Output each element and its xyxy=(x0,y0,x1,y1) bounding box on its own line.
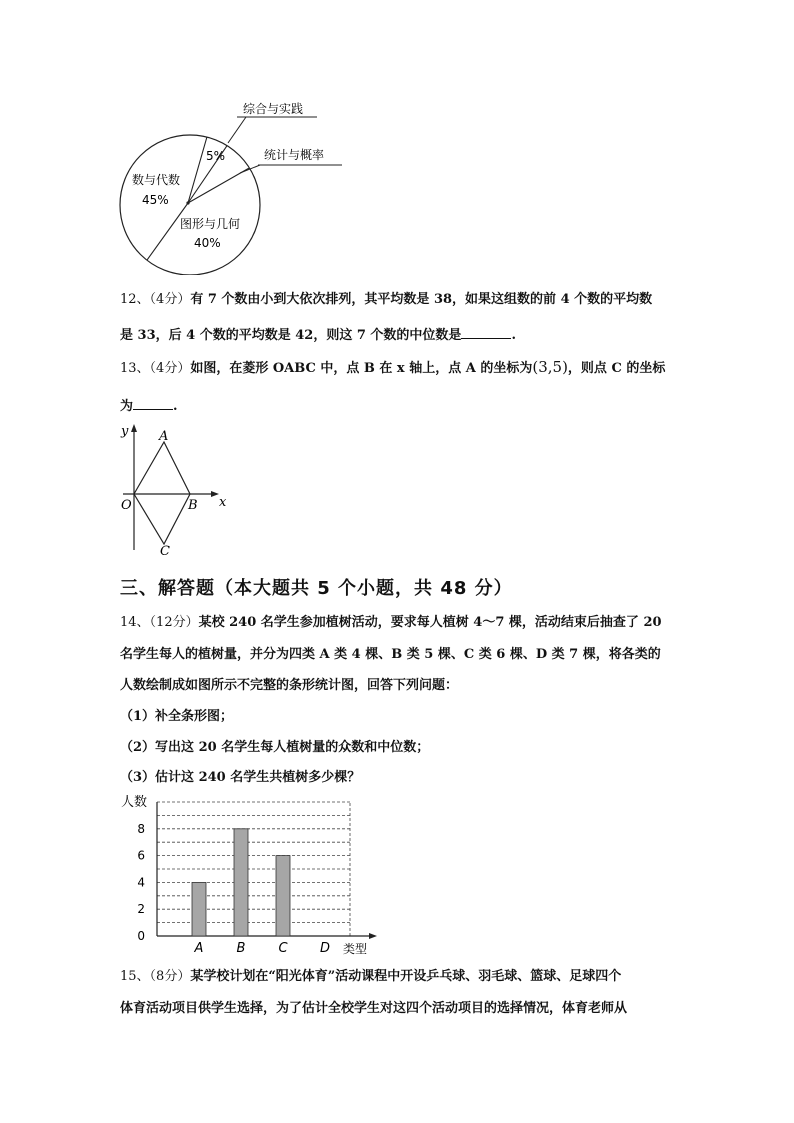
pie-outline xyxy=(120,135,260,275)
q12-line1 xyxy=(120,293,652,306)
q12-text-1: 有 7 个数由小到大依次排列，其平均数是 38，如果这组数的前 4 个数的平均数 xyxy=(190,292,653,307)
bar-category-label: A xyxy=(194,941,204,956)
q13-answer-blank[interactable] xyxy=(133,397,173,410)
q14-sub1 xyxy=(120,710,233,723)
q14-score: （12分） xyxy=(149,615,199,630)
bar-category-label: B xyxy=(236,941,246,956)
bar-ytick-label: 8 xyxy=(137,821,145,836)
label-x: x xyxy=(219,495,227,510)
bar-chart xyxy=(115,790,385,960)
q15-text-1: 某学校计划在“阳光体育”活动课程中开设乒乓球、羽毛球、篮球、足球四个 xyxy=(190,969,622,984)
bar-category-label: C xyxy=(278,941,288,956)
q13-text-2: 为 xyxy=(120,399,134,414)
label-a: A xyxy=(159,429,169,444)
bar-a xyxy=(192,882,206,936)
label-c: C xyxy=(160,544,170,559)
q12-answer-blank[interactable] xyxy=(461,326,511,339)
q15-number: 15、 xyxy=(120,969,150,984)
q15-text-2: 体育活动项目供学生选择，为了估计全校学生对这四个活动项目的选择情况，体育老师从 xyxy=(120,1001,628,1016)
q14-line3 xyxy=(120,679,458,692)
label-algebra-pct: 45% xyxy=(142,193,169,207)
q14-text-1: 某校 240 名学生参加植树活动，要求每人植树 4～7 棵，活动结束后抽查了 20 xyxy=(198,615,662,630)
label-b: B xyxy=(188,498,198,513)
rhombus-figure xyxy=(115,420,240,560)
pie-center xyxy=(186,201,189,204)
q13-line1 xyxy=(120,360,665,375)
q15-score: （8分） xyxy=(149,969,191,984)
bar-ytick-label: 6 xyxy=(137,848,145,863)
q13-number: 13、 xyxy=(120,361,150,376)
q13-text-2-end: . xyxy=(173,399,178,414)
bar-ylabel: 人数 xyxy=(121,795,148,810)
q13-coord: (3,5) xyxy=(532,358,568,376)
q15-line1 xyxy=(120,970,621,983)
q13-text-1-end: ，则点 C 的坐标 xyxy=(567,361,666,376)
label-geometry: 图形与几何 xyxy=(180,217,241,231)
rhombus-oabc xyxy=(134,442,190,544)
x-axis-arrow xyxy=(211,491,219,497)
bar-b xyxy=(234,829,248,936)
q12-text-2: 是 33，后 4 个数的平均数是 42，则这 7 个数的中位数是 xyxy=(120,328,462,343)
bar-x-arrow xyxy=(369,933,377,939)
label-statistics: 统计与概率 xyxy=(264,148,325,162)
q14-sub3 xyxy=(120,771,360,784)
bar-xlabel: 类型 xyxy=(343,942,368,956)
y-axis-arrow xyxy=(131,424,137,432)
bar-category-label: D xyxy=(319,941,331,956)
q14-text-3: 人数绘制成如图所示不完整的条形统计图，回答下列问题： xyxy=(120,678,459,693)
q14-line2 xyxy=(120,648,661,661)
label-o: O xyxy=(121,498,132,513)
q12-text-2-end: . xyxy=(511,328,516,343)
label-geometry-pct: 40% xyxy=(194,236,221,250)
label-practice-pct: 5% xyxy=(206,149,226,163)
q14-number: 14、 xyxy=(120,615,150,630)
label-algebra: 数与代数 xyxy=(132,173,181,187)
q14-sub2-text: （2）写出这 20 名学生每人植树量的众数和中位数； xyxy=(120,740,430,755)
q14-sub3-text: （3）估计这 240 名学生共植树多少棵？ xyxy=(120,770,361,785)
q14-text-2: 名学生每人的植树量，并分为四类 A 类 4 棵、B 类 5 棵、C 类 6 棵、D 类 7 棵，将各类的 xyxy=(120,647,661,662)
q12-score: （4分） xyxy=(149,292,191,307)
q14-line1 xyxy=(120,616,662,629)
pie-chart xyxy=(110,95,360,275)
q15-line2 xyxy=(120,1002,627,1015)
q14-sub2 xyxy=(120,741,429,754)
label-y: y xyxy=(121,424,129,439)
callout-line-practice xyxy=(228,117,246,143)
q14-sub1-text: （1）补全条形图； xyxy=(120,709,234,724)
q12-line2 xyxy=(120,326,516,342)
bar-ytick-label: 2 xyxy=(137,902,145,917)
q13-text-1: 如图，在菱形 OABC 中，点 B 在 x 轴上，点 A 的坐标为 xyxy=(190,361,533,376)
q13-line2 xyxy=(120,397,178,413)
section-3-title: 三、解答题（本大题共 5 个小题，共 48 分） xyxy=(120,578,513,599)
bar-c xyxy=(276,856,290,936)
bar-ytick-label: 4 xyxy=(137,875,145,890)
label-practice: 综合与实践 xyxy=(243,102,304,116)
q13-score: （4分） xyxy=(149,361,191,376)
q12-number: 12、 xyxy=(120,292,150,307)
bar-ytick-label: 0 xyxy=(137,929,145,943)
